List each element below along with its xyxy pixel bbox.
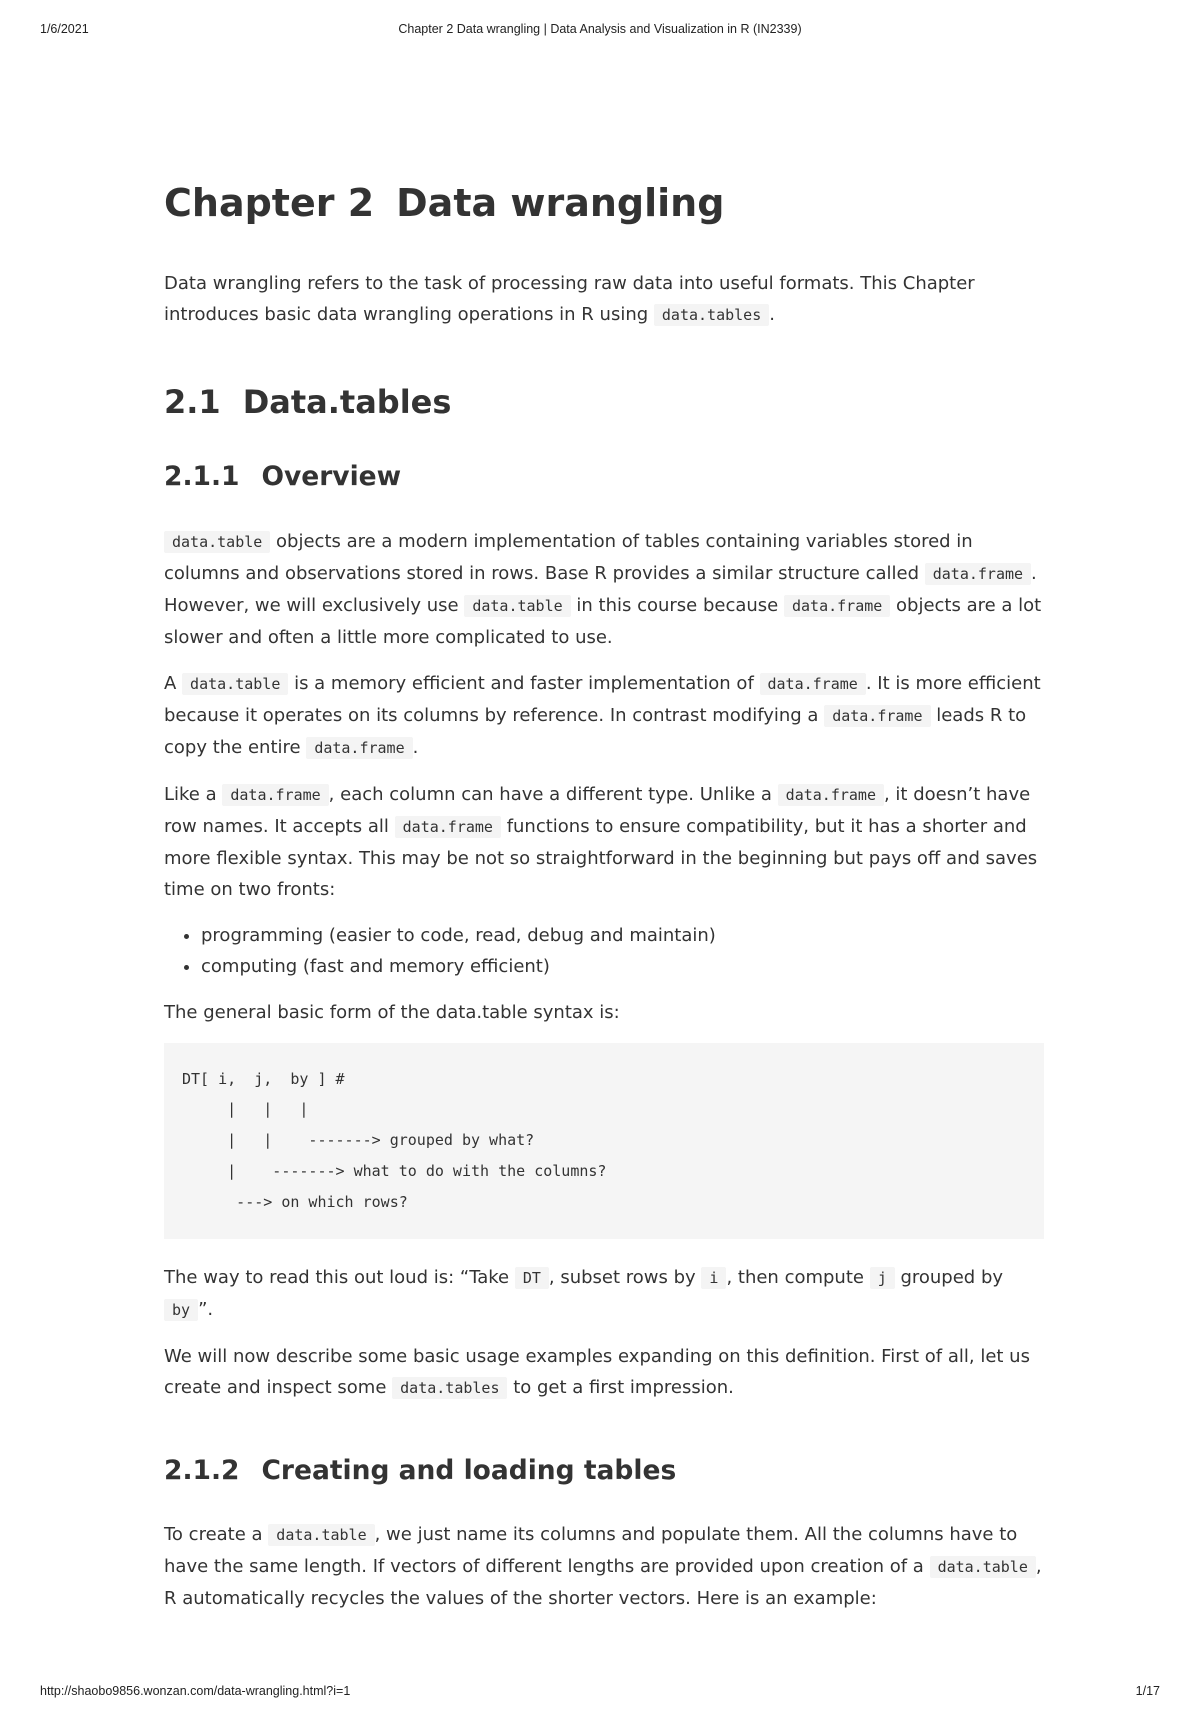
text-run: , each column can have a different type. Unlike a: [328, 783, 778, 805]
subsection-title: Creating and loading tables: [261, 1454, 677, 1486]
text-run: , then compute: [726, 1266, 870, 1288]
examples-intro-paragraph: [164, 1341, 1044, 1404]
main-content: [164, 172, 1044, 1629]
inline-code: data.frame: [925, 563, 1031, 585]
inline-code: data.frame: [778, 784, 884, 806]
subsection-title: Overview: [261, 460, 402, 492]
inline-code: data.table: [268, 1524, 374, 1546]
text-run: A: [164, 672, 183, 694]
overview-paragraph-1: [164, 526, 1044, 653]
inline-code: data.frame: [395, 816, 501, 838]
section-title: Data.tables: [242, 382, 452, 421]
list-item: • computing (fast and memory efficient): [201, 951, 1044, 982]
chapter-title: [164, 180, 1044, 228]
text-run: in this course because: [570, 594, 784, 616]
inline-code: data.table: [464, 595, 570, 617]
overview-paragraph-2: [164, 668, 1044, 764]
text-run: grouped by: [894, 1266, 1004, 1288]
text-run: to get a first impression.: [507, 1376, 734, 1398]
text-run: ”.: [198, 1298, 214, 1320]
inline-code: data.table: [164, 531, 270, 553]
inline-code: data.frame: [760, 673, 866, 695]
text-run: Data wrangling refers to the task of processing raw data into useful formats. This Chapter introduces basic data wrangling operations in R using: [164, 272, 975, 325]
text-run: We will now describe some basic usage examples expanding on this definition. First of all, let us create and inspect some: [164, 1345, 1030, 1398]
print-date: 1/6/2021: [40, 22, 89, 36]
text-run: objects are a modern implementation of tables containing variables stored in columns and observations stored in rows. Base R provides a similar structure called: [164, 530, 973, 584]
text-run: The way to read this out loud is: “Take: [164, 1266, 515, 1288]
inline-code: data.table: [930, 1556, 1036, 1578]
inline-code: data.tables: [392, 1377, 507, 1399]
benefits-list: [164, 920, 1044, 982]
text-run: Like a: [164, 783, 223, 805]
text-run: objects are a lot slower and often a little more complicated to use.: [164, 594, 1042, 648]
text-run: , R automatically recycles the values of the shorter vectors. Here is an example:: [164, 1556, 1042, 1610]
inline-code: j: [870, 1267, 895, 1289]
inline-code: by: [164, 1299, 198, 1321]
print-header: [0, 22, 1200, 38]
subsection-heading-2-1-2: [164, 1455, 1044, 1487]
print-footer: [0, 1684, 1200, 1700]
text-run: . However, we will exclusively use: [164, 562, 1037, 616]
section-number: 2.1: [164, 382, 221, 421]
text-run: .: [412, 736, 419, 758]
text-run: leads R to copy the entire: [164, 704, 1027, 758]
chapter-intro-paragraph: [164, 268, 1044, 331]
text-run: is a memory efficient and faster implementation of: [288, 672, 760, 694]
syntax-intro-paragraph: The general basic form of the data.table syntax is:: [164, 1001, 620, 1023]
print-page-title: Chapter 2 Data wrangling | Data Analysis and Visualization in R (IN2339): [398, 22, 802, 36]
creating-tables-paragraph: [164, 1519, 1044, 1614]
text-run: functions to ensure compatibility, but it has a shorter and more flexible syntax. This may be not so straightforward in the beginning but pays off and saves time on two fronts:: [164, 815, 1038, 900]
subsection-number: 2.1.1: [164, 460, 240, 492]
text-run: . It is more efficient because it operates on its columns by reference. In contrast modifying a: [164, 672, 1041, 726]
inline-code: DT: [515, 1267, 549, 1289]
text-run: To create a: [164, 1524, 269, 1546]
inline-code: data.frame: [306, 737, 412, 759]
text-run: , it doesn’t have row names. It accepts all: [164, 783, 1031, 837]
read-aloud-paragraph: [164, 1262, 1044, 1326]
inline-code: i: [701, 1267, 726, 1289]
inline-code: data.frame: [222, 784, 328, 806]
section-heading-2-1: [164, 383, 1044, 421]
inline-code: data.frame: [824, 705, 930, 727]
inline-code: data.table: [182, 673, 288, 695]
list-item: • programming (easier to code, read, debug and maintain): [201, 920, 1044, 951]
text-run: , subset rows by: [548, 1266, 702, 1288]
chapter-title-text: Data wrangling: [396, 181, 725, 225]
print-page-number: 1/17: [1135, 1684, 1160, 1698]
overview-paragraph-3: [164, 779, 1044, 905]
chapter-number: Chapter 2: [164, 181, 375, 225]
subsection-number: 2.1.2: [164, 1454, 240, 1486]
text-run: .: [769, 303, 775, 325]
subsection-heading-2-1-1: [164, 461, 1044, 493]
inline-code: data.frame: [784, 595, 890, 617]
print-url: http://shaobo9856.wonzan.com/data-wrangling.html?i=1: [40, 1684, 351, 1698]
inline-code: data.tables: [654, 304, 769, 326]
text-run: , we just name its columns and populate them. All the columns have to have the same length. If vectors of different lengths are provided upon creation of a: [164, 1524, 1018, 1578]
code-block: DT[ i, j, by ] # | | | | | -------> grouped by what? | -------> what to do with the columns? ---> on which rows?: [164, 1043, 1044, 1239]
